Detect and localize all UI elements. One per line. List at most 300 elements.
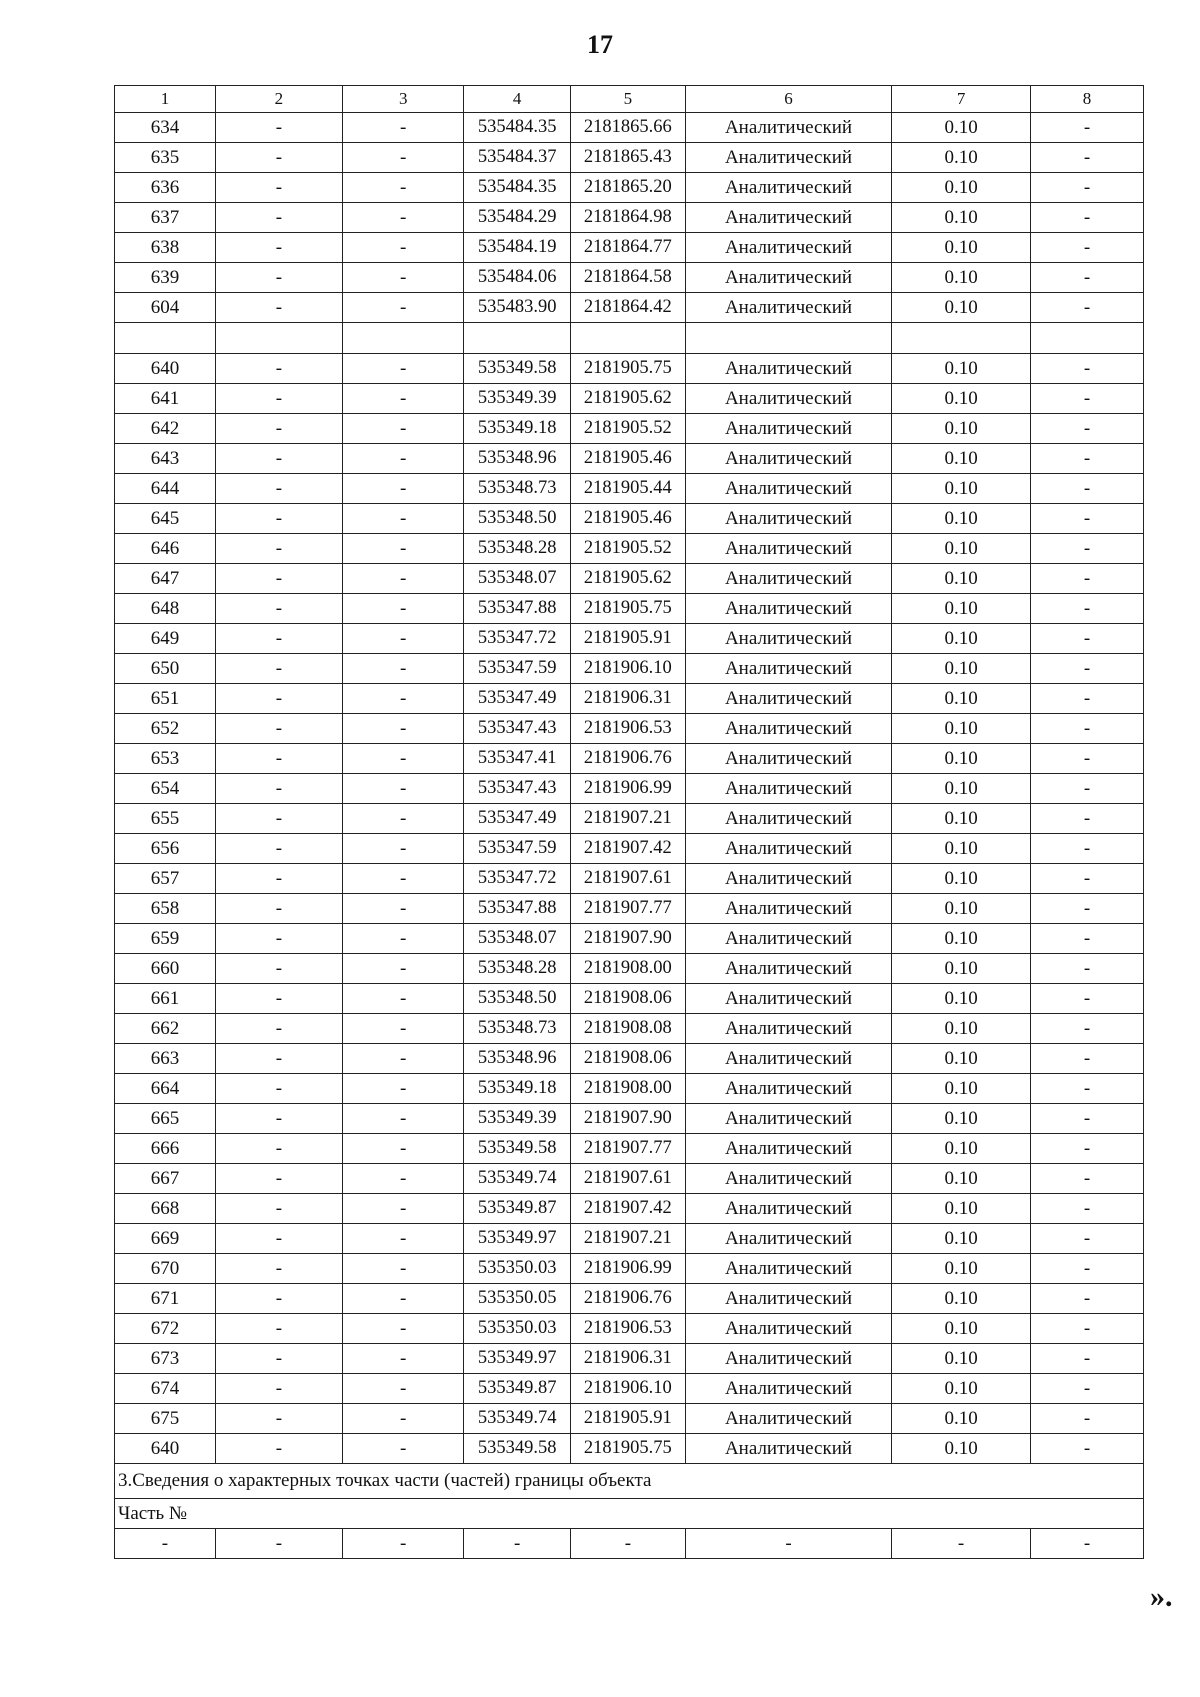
table-cell-col-1: 646 xyxy=(115,534,216,564)
table-cell-col-4: 535348.73 xyxy=(464,1014,570,1044)
table-cell-col-3: - xyxy=(342,594,464,624)
table-cell-col-3: - xyxy=(342,684,464,714)
empty-cell xyxy=(464,323,570,354)
table-cell-col-8: - xyxy=(1031,173,1144,203)
table-cell-col-3: - xyxy=(342,1529,464,1559)
table-cell-col-1: 636 xyxy=(115,173,216,203)
table-row xyxy=(115,504,1144,534)
table-cell-col-8: - xyxy=(1031,774,1144,804)
separator-row xyxy=(115,323,1144,354)
table-cell-col-2: - xyxy=(215,1134,342,1164)
table-cell-col-1: 663 xyxy=(115,1044,216,1074)
table-cell-col-2: - xyxy=(215,1529,342,1559)
table-cell-col-5: 2181907.77 xyxy=(570,1134,685,1164)
table-cell-col-3: - xyxy=(342,414,464,444)
table-cell-col-4: 535349.97 xyxy=(464,1224,570,1254)
table-cell-col-8: - xyxy=(1031,1529,1144,1559)
table-cell-col-4: 535349.97 xyxy=(464,1344,570,1374)
table-cell-col-4: 535349.58 xyxy=(464,354,570,384)
table-cell-col-8: - xyxy=(1031,293,1144,323)
table-cell-col-4: 535348.96 xyxy=(464,444,570,474)
table-cell-col-6: Аналитический xyxy=(685,654,891,684)
table-cell-col-4: 535348.96 xyxy=(464,1044,570,1074)
table-cell-col-5: 2181905.52 xyxy=(570,534,685,564)
table-cell-col-4: 535350.05 xyxy=(464,1284,570,1314)
table-cell-col-7: 0.10 xyxy=(892,804,1031,834)
table-cell-col-4: 535347.88 xyxy=(464,894,570,924)
table-cell-col-4: 535484.37 xyxy=(464,143,570,173)
table-cell-col-8: - xyxy=(1031,744,1144,774)
table-cell-col-6: Аналитический xyxy=(685,834,891,864)
table-cell-col-8: - xyxy=(1031,684,1144,714)
table-cell-col-4: 535347.43 xyxy=(464,714,570,744)
table-cell-col-5: 2181865.20 xyxy=(570,173,685,203)
table-cell-col-3: - xyxy=(342,1434,464,1464)
table-cell-col-3: - xyxy=(342,233,464,263)
table-cell-col-5: 2181907.61 xyxy=(570,1164,685,1194)
table-cell-col-5: 2181906.53 xyxy=(570,1314,685,1344)
empty-cell xyxy=(1031,323,1144,354)
table-cell-col-4: 535347.49 xyxy=(464,804,570,834)
table-cell-col-4: 535349.87 xyxy=(464,1374,570,1404)
table-cell-col-7: 0.10 xyxy=(892,624,1031,654)
table-cell-col-4: 535347.88 xyxy=(464,594,570,624)
table-cell-col-8: - xyxy=(1031,984,1144,1014)
table-row xyxy=(115,1014,1144,1044)
table-cell-col-6: Аналитический xyxy=(685,594,891,624)
table-cell-col-8: - xyxy=(1031,534,1144,564)
table-cell-col-5: 2181906.31 xyxy=(570,1344,685,1374)
table-cell-col-2: - xyxy=(215,293,342,323)
table-cell-col-6: Аналитический xyxy=(685,263,891,293)
table-cell-col-3: - xyxy=(342,1404,464,1434)
table-cell-col-4: 535348.28 xyxy=(464,954,570,984)
part-number-label: Часть № xyxy=(115,1499,1144,1529)
column-header-4: 4 xyxy=(464,86,570,113)
table-cell-col-7: 0.10 xyxy=(892,1434,1031,1464)
table-cell-col-1: 640 xyxy=(115,1434,216,1464)
table-cell-col-2: - xyxy=(215,1074,342,1104)
table-cell-col-2: - xyxy=(215,173,342,203)
table-cell-col-3: - xyxy=(342,1194,464,1224)
table-cell-col-8: - xyxy=(1031,414,1144,444)
table-cell-col-8: - xyxy=(1031,1164,1144,1194)
table-cell-col-6: Аналитический xyxy=(685,804,891,834)
table-row xyxy=(115,173,1144,203)
table-row xyxy=(115,1529,1144,1559)
table-cell-col-8: - xyxy=(1031,1044,1144,1074)
table-cell-col-2: - xyxy=(215,1194,342,1224)
table-cell-col-1: 653 xyxy=(115,744,216,774)
table-cell-col-3: - xyxy=(342,864,464,894)
table-cell-col-4: 535348.07 xyxy=(464,924,570,954)
table-cell-col-4: 535349.39 xyxy=(464,384,570,414)
table-cell-col-5: 2181905.91 xyxy=(570,1404,685,1434)
table-cell-col-5: 2181906.76 xyxy=(570,1284,685,1314)
table-cell-col-3: - xyxy=(342,714,464,744)
table-cell-col-6: Аналитический xyxy=(685,414,891,444)
table-cell-col-6: Аналитический xyxy=(685,984,891,1014)
table-row xyxy=(115,1404,1144,1434)
page-number: 17 xyxy=(587,30,613,59)
table-cell-col-1: 655 xyxy=(115,804,216,834)
table-cell-col-5: 2181907.90 xyxy=(570,1104,685,1134)
table-cell-col-3: - xyxy=(342,1374,464,1404)
table-cell-col-6: Аналитический xyxy=(685,384,891,414)
table-cell-col-7: 0.10 xyxy=(892,263,1031,293)
table-cell-col-4: 535348.07 xyxy=(464,564,570,594)
table-cell-col-6: Аналитический xyxy=(685,444,891,474)
section-title: 3.Сведения о характерных точках части (частей) границы объекта xyxy=(115,1464,1144,1499)
table-cell-col-3: - xyxy=(342,474,464,504)
table-cell-col-5: 2181905.52 xyxy=(570,414,685,444)
table-cell-col-5: 2181905.91 xyxy=(570,624,685,654)
table-cell-col-4: 535349.58 xyxy=(464,1134,570,1164)
table-cell-col-8: - xyxy=(1031,203,1144,233)
table-cell-col-3: - xyxy=(342,924,464,954)
table-cell-col-1: 660 xyxy=(115,954,216,984)
table-cell-col-1: 670 xyxy=(115,1254,216,1284)
table-cell-col-4: 535347.72 xyxy=(464,624,570,654)
table-cell-col-5: 2181906.31 xyxy=(570,684,685,714)
table-cell-col-8: - xyxy=(1031,894,1144,924)
table-row xyxy=(115,1224,1144,1254)
table-cell-col-7: 0.10 xyxy=(892,354,1031,384)
table-cell-col-6: Аналитический xyxy=(685,1014,891,1044)
table-row xyxy=(115,534,1144,564)
table-cell-col-4: 535348.50 xyxy=(464,984,570,1014)
table-cell-col-2: - xyxy=(215,744,342,774)
table-cell-col-3: - xyxy=(342,354,464,384)
empty-cell xyxy=(215,323,342,354)
table-cell-col-6: Аналитический xyxy=(685,1164,891,1194)
table-cell-col-4: 535347.59 xyxy=(464,654,570,684)
table-cell-col-5: 2181905.46 xyxy=(570,444,685,474)
table-cell-col-2: - xyxy=(215,954,342,984)
table-cell-col-6: - xyxy=(685,1529,891,1559)
table-cell-col-7: 0.10 xyxy=(892,1284,1031,1314)
table-cell-col-6: Аналитический xyxy=(685,1044,891,1074)
table-row xyxy=(115,354,1144,384)
table-row xyxy=(115,293,1144,323)
table-cell-col-1: 637 xyxy=(115,203,216,233)
table-cell-col-4: 535484.35 xyxy=(464,113,570,143)
table-cell-col-5: 2181908.00 xyxy=(570,954,685,984)
table-cell-col-5: 2181864.77 xyxy=(570,233,685,263)
table-cell-col-1: 661 xyxy=(115,984,216,1014)
table-cell-col-8: - xyxy=(1031,714,1144,744)
table-row xyxy=(115,864,1144,894)
table-row xyxy=(115,203,1144,233)
table-cell-col-6: Аналитический xyxy=(685,1254,891,1284)
table-cell-col-5: 2181906.10 xyxy=(570,1374,685,1404)
table-cell-col-1: 672 xyxy=(115,1314,216,1344)
empty-cell xyxy=(685,323,891,354)
table-cell-col-5: 2181907.21 xyxy=(570,1224,685,1254)
table-cell-col-1: 668 xyxy=(115,1194,216,1224)
table-cell-col-6: Аналитический xyxy=(685,534,891,564)
table-cell-col-7: 0.10 xyxy=(892,474,1031,504)
table-cell-col-4: 535349.39 xyxy=(464,1104,570,1134)
table-cell-col-4: 535349.18 xyxy=(464,414,570,444)
table-cell-col-5: 2181865.66 xyxy=(570,113,685,143)
table-cell-col-6: Аналитический xyxy=(685,113,891,143)
table-cell-col-8: - xyxy=(1031,1194,1144,1224)
table-row xyxy=(115,474,1144,504)
table-cell-col-2: - xyxy=(215,564,342,594)
table-header-row xyxy=(115,86,1144,113)
table-cell-col-6: Аналитический xyxy=(685,864,891,894)
table-cell-col-7: 0.10 xyxy=(892,203,1031,233)
table-row xyxy=(115,654,1144,684)
table-cell-col-3: - xyxy=(342,1314,464,1344)
table-cell-col-7: 0.10 xyxy=(892,173,1031,203)
table-cell-col-1: 645 xyxy=(115,504,216,534)
table-cell-col-5: 2181864.58 xyxy=(570,263,685,293)
table-cell-col-7: 0.10 xyxy=(892,744,1031,774)
table-row xyxy=(115,684,1144,714)
table-row xyxy=(115,714,1144,744)
table-cell-col-1: 643 xyxy=(115,444,216,474)
table-cell-col-8: - xyxy=(1031,263,1144,293)
table-cell-col-3: - xyxy=(342,1104,464,1134)
table-cell-col-6: Аналитический xyxy=(685,1314,891,1344)
table-cell-col-7: 0.10 xyxy=(892,1224,1031,1254)
table-cell-col-8: - xyxy=(1031,834,1144,864)
table-cell-col-5: 2181905.75 xyxy=(570,594,685,624)
table-cell-col-5: 2181864.42 xyxy=(570,293,685,323)
table-cell-col-7: 0.10 xyxy=(892,564,1031,594)
table-row xyxy=(115,233,1144,263)
table-cell-col-3: - xyxy=(342,143,464,173)
empty-cell xyxy=(342,323,464,354)
table-cell-col-7: 0.10 xyxy=(892,1044,1031,1074)
table-cell-col-8: - xyxy=(1031,1134,1144,1164)
table-row xyxy=(115,594,1144,624)
table-cell-col-8: - xyxy=(1031,864,1144,894)
table-row xyxy=(115,1044,1144,1074)
table-cell-col-5: 2181864.98 xyxy=(570,203,685,233)
table-cell-col-4: 535350.03 xyxy=(464,1314,570,1344)
table-cell-col-1: 669 xyxy=(115,1224,216,1254)
part-label-row xyxy=(115,1499,1144,1529)
table-cell-col-2: - xyxy=(215,984,342,1014)
table-cell-col-2: - xyxy=(215,1014,342,1044)
table-cell-col-2: - xyxy=(215,714,342,744)
table-cell-col-8: - xyxy=(1031,384,1144,414)
table-cell-col-1: 640 xyxy=(115,354,216,384)
table-cell-col-1: 642 xyxy=(115,414,216,444)
empty-cell xyxy=(570,323,685,354)
closing-quote-mark: ». xyxy=(1150,1580,1173,1613)
table-row xyxy=(115,924,1144,954)
table-cell-col-2: - xyxy=(215,414,342,444)
table-row xyxy=(115,263,1144,293)
table-cell-col-8: - xyxy=(1031,113,1144,143)
table-cell-col-7: 0.10 xyxy=(892,1374,1031,1404)
table-row xyxy=(115,624,1144,654)
table-cell-col-8: - xyxy=(1031,594,1144,624)
table-cell-col-4: 535347.49 xyxy=(464,684,570,714)
table-cell-col-2: - xyxy=(215,1164,342,1194)
table-cell-col-7: 0.10 xyxy=(892,1074,1031,1104)
table-row xyxy=(115,113,1144,143)
table-cell-col-8: - xyxy=(1031,1284,1144,1314)
table-cell-col-3: - xyxy=(342,1044,464,1074)
table-cell-col-6: Аналитический xyxy=(685,624,891,654)
table-cell-col-3: - xyxy=(342,1134,464,1164)
table-cell-col-2: - xyxy=(215,654,342,684)
table-cell-col-7: 0.10 xyxy=(892,774,1031,804)
table-cell-col-3: - xyxy=(342,954,464,984)
table-row xyxy=(115,1194,1144,1224)
table-cell-col-8: - xyxy=(1031,1434,1144,1464)
table-cell-col-6: Аналитический xyxy=(685,1434,891,1464)
table-cell-col-4: 535348.73 xyxy=(464,474,570,504)
table-cell-col-8: - xyxy=(1031,1014,1144,1044)
table-cell-col-2: - xyxy=(215,804,342,834)
table-cell-col-2: - xyxy=(215,924,342,954)
table-cell-col-8: - xyxy=(1031,143,1144,173)
table-cell-col-4: 535349.58 xyxy=(464,1434,570,1464)
table-cell-col-7: 0.10 xyxy=(892,293,1031,323)
table-cell-col-4: 535484.35 xyxy=(464,173,570,203)
table-row xyxy=(115,1254,1144,1284)
table-cell-col-6: Аналитический xyxy=(685,1224,891,1254)
table-row xyxy=(115,414,1144,444)
table-cell-col-1: 644 xyxy=(115,474,216,504)
table-cell-col-3: - xyxy=(342,774,464,804)
table-cell-col-2: - xyxy=(215,444,342,474)
table-row xyxy=(115,384,1144,414)
table-cell-col-3: - xyxy=(342,1254,464,1284)
table-cell-col-7: 0.10 xyxy=(892,143,1031,173)
table-cell-col-7: 0.10 xyxy=(892,534,1031,564)
table-cell-col-7: 0.10 xyxy=(892,954,1031,984)
table-cell-col-3: - xyxy=(342,173,464,203)
table-cell-col-5: 2181905.44 xyxy=(570,474,685,504)
table-cell-col-2: - xyxy=(215,1254,342,1284)
table-cell-col-2: - xyxy=(215,834,342,864)
table-cell-col-7: 0.10 xyxy=(892,384,1031,414)
column-header-2: 2 xyxy=(215,86,342,113)
table-cell-col-6: Аналитический xyxy=(685,684,891,714)
table-cell-col-7: 0.10 xyxy=(892,834,1031,864)
table-cell-col-6: Аналитический xyxy=(685,504,891,534)
table-cell-col-6: Аналитический xyxy=(685,714,891,744)
table-cell-col-2: - xyxy=(215,864,342,894)
table-cell-col-3: - xyxy=(342,113,464,143)
table-cell-col-5: 2181907.42 xyxy=(570,1194,685,1224)
table-cell-col-1: 648 xyxy=(115,594,216,624)
table-cell-col-5: 2181907.21 xyxy=(570,804,685,834)
table-cell-col-2: - xyxy=(215,1314,342,1344)
table-cell-col-7: 0.10 xyxy=(892,1314,1031,1344)
table-cell-col-4: 535349.74 xyxy=(464,1404,570,1434)
table-cell-col-3: - xyxy=(342,564,464,594)
table-cell-col-7: 0.10 xyxy=(892,504,1031,534)
table-row xyxy=(115,774,1144,804)
table-row xyxy=(115,1374,1144,1404)
table-cell-col-7: 0.10 xyxy=(892,414,1031,444)
table-cell-col-8: - xyxy=(1031,1074,1144,1104)
table-cell-col-5: 2181908.06 xyxy=(570,984,685,1014)
table-cell-col-3: - xyxy=(342,203,464,233)
table-cell-col-3: - xyxy=(342,984,464,1014)
table-cell-col-6: Аналитический xyxy=(685,474,891,504)
table-cell-col-3: - xyxy=(342,444,464,474)
table-cell-col-4: 535483.90 xyxy=(464,293,570,323)
table-cell-col-5: 2181905.62 xyxy=(570,384,685,414)
table-cell-col-4: 535484.06 xyxy=(464,263,570,293)
table-cell-col-5: 2181905.75 xyxy=(570,354,685,384)
table-cell-col-8: - xyxy=(1031,1344,1144,1374)
table-cell-col-1: 604 xyxy=(115,293,216,323)
table-cell-col-3: - xyxy=(342,804,464,834)
table-cell-col-2: - xyxy=(215,384,342,414)
table-cell-col-8: - xyxy=(1031,1104,1144,1134)
table-row xyxy=(115,1314,1144,1344)
table-cell-col-5: 2181906.10 xyxy=(570,654,685,684)
column-header-6: 6 xyxy=(685,86,891,113)
table-cell-col-7: 0.10 xyxy=(892,233,1031,263)
table-cell-col-6: Аналитический xyxy=(685,1404,891,1434)
table-cell-col-2: - xyxy=(215,1344,342,1374)
table-cell-col-5: 2181906.99 xyxy=(570,774,685,804)
table-cell-col-5: 2181908.00 xyxy=(570,1074,685,1104)
table-cell-col-7: 0.10 xyxy=(892,864,1031,894)
table-cell-col-4: 535349.18 xyxy=(464,1074,570,1104)
table-cell-col-2: - xyxy=(215,894,342,924)
table-cell-col-7: 0.10 xyxy=(892,984,1031,1014)
table-cell-col-5: 2181905.75 xyxy=(570,1434,685,1464)
table-cell-col-3: - xyxy=(342,1014,464,1044)
table-cell-col-7: 0.10 xyxy=(892,1254,1031,1284)
table-cell-col-1: 651 xyxy=(115,684,216,714)
table-cell-col-2: - xyxy=(215,504,342,534)
table-cell-col-6: Аналитический xyxy=(685,774,891,804)
table-cell-col-2: - xyxy=(215,684,342,714)
table-cell-col-3: - xyxy=(342,1224,464,1254)
table-cell-col-2: - xyxy=(215,624,342,654)
table-cell-col-2: - xyxy=(215,233,342,263)
table-cell-col-1: 667 xyxy=(115,1164,216,1194)
table-cell-col-1: 673 xyxy=(115,1344,216,1374)
table-cell-col-7: 0.10 xyxy=(892,1104,1031,1134)
table-row xyxy=(115,1104,1144,1134)
table-cell-col-7: 0.10 xyxy=(892,1344,1031,1374)
table-cell-col-3: - xyxy=(342,384,464,414)
table-cell-col-3: - xyxy=(342,744,464,774)
table-cell-col-6: Аналитический xyxy=(685,564,891,594)
table-cell-col-5: 2181908.08 xyxy=(570,1014,685,1044)
table-row xyxy=(115,954,1144,984)
table-row xyxy=(115,1344,1144,1374)
table-cell-col-6: Аналитический xyxy=(685,1284,891,1314)
table-row xyxy=(115,894,1144,924)
table-cell-col-4: - xyxy=(464,1529,570,1559)
table-row xyxy=(115,1134,1144,1164)
table-cell-col-7: 0.10 xyxy=(892,1164,1031,1194)
table-cell-col-8: - xyxy=(1031,354,1144,384)
table-cell-col-6: Аналитический xyxy=(685,1344,891,1374)
table-cell-col-6: Аналитический xyxy=(685,1134,891,1164)
table-cell-col-3: - xyxy=(342,1164,464,1194)
table-cell-col-2: - xyxy=(215,203,342,233)
table-cell-col-7: 0.10 xyxy=(892,444,1031,474)
table-cell-col-7: 0.10 xyxy=(892,594,1031,624)
table-cell-col-1: 635 xyxy=(115,143,216,173)
